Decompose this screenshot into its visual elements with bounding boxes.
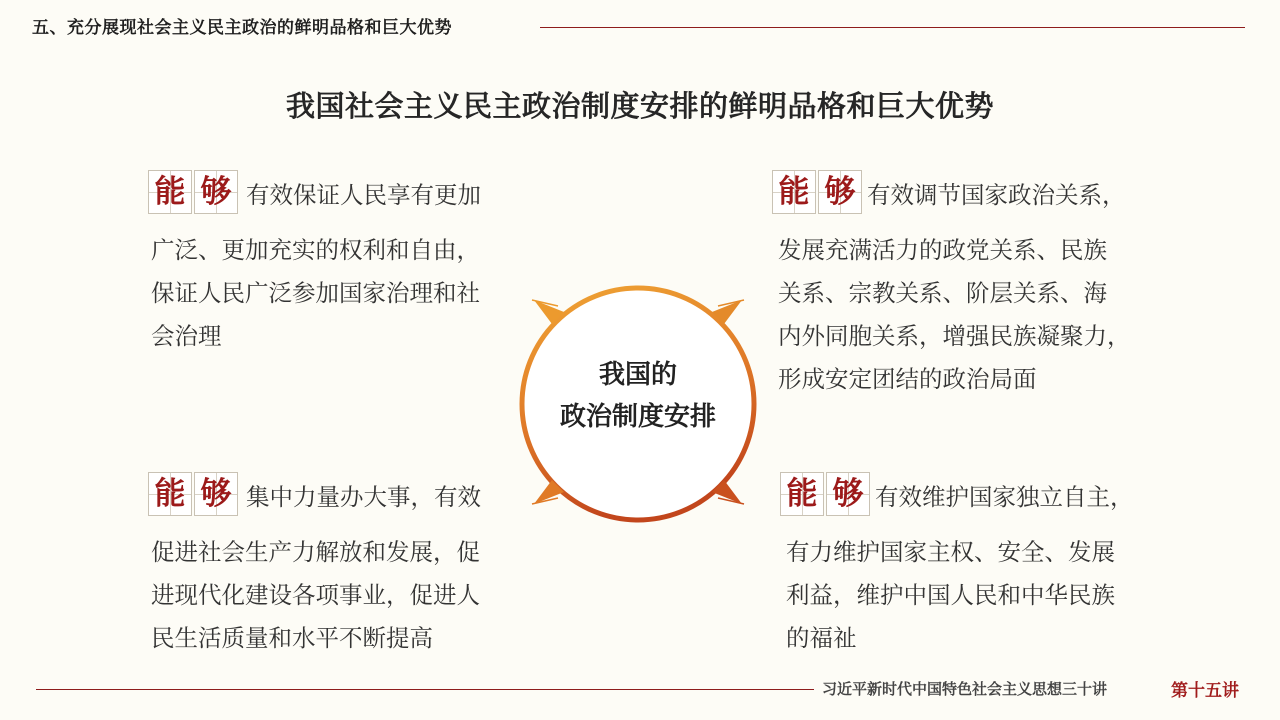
badge-char-neng: 能 [148, 170, 192, 214]
top-left-line-4: 会治理 [151, 322, 222, 350]
bottom-left-line-1: 集中力量办大事，有效 [246, 483, 481, 511]
center-label-line-2: 政治制度安排 [559, 402, 716, 432]
bottom-left-line-2: 促进社会生产力解放和发展，促 [151, 538, 480, 566]
bottom-left-line-3: 进现代化建设各项事业，促进人 [151, 581, 480, 609]
top-left-body [151, 229, 480, 358]
footer-divider [36, 689, 814, 690]
bottom-left-line-4: 民生活质量和水平不断提高 [151, 624, 433, 652]
bottom-right-body [786, 531, 1115, 660]
badge-char-gou: 够 [826, 472, 870, 516]
page-title: 我国社会主义民主政治制度安排的鲜明品格和巨大优势 [285, 89, 994, 123]
badge-top-left [148, 170, 238, 214]
badge-top-right [772, 170, 862, 214]
section-title: 五、充分展现社会主义民主政治的鲜明品格和巨大优势 [32, 18, 452, 38]
badge-bottom-right [780, 472, 870, 516]
bottom-right-line-1: 有效维护国家独立自主， [875, 483, 1134, 511]
top-right-line-3: 关系、宗教关系、阶层关系、海 [778, 279, 1107, 307]
bottom-right-line-4: 的福祉 [786, 624, 857, 652]
badge-char-gou: 够 [818, 170, 862, 214]
center-label-line-1: 我国的 [598, 360, 677, 390]
badge-char-gou: 够 [194, 170, 238, 214]
header-divider [540, 27, 1245, 28]
badge-char-neng: 能 [780, 472, 824, 516]
badge-bottom-left [148, 472, 238, 516]
badge-char-neng: 能 [148, 472, 192, 516]
bottom-right-line-2: 有力维护国家主权、安全、发展 [786, 538, 1115, 566]
center-label [521, 354, 755, 438]
bottom-right-line-3: 利益，维护中国人民和中华民族 [786, 581, 1115, 609]
top-right-line-4: 内外同胞关系，增强民族凝聚力， [778, 322, 1131, 350]
top-right-line-5: 形成安定团结的政治局面 [778, 365, 1037, 393]
badge-char-neng: 能 [772, 170, 816, 214]
footer-series-title: 习近平新时代中国特色社会主义思想三十讲 [822, 680, 1108, 698]
bottom-left-body [151, 531, 480, 660]
top-right-body [778, 229, 1131, 401]
top-left-line-2: 广泛、更加充实的权利和自由， [151, 236, 480, 264]
badge-char-gou: 够 [194, 472, 238, 516]
top-right-line-1: 有效调节国家政治关系， [867, 181, 1126, 209]
top-left-line-3: 保证人民广泛参加国家治理和社 [151, 279, 480, 307]
footer-lecture-number: 第十五讲 [1171, 681, 1239, 701]
top-right-line-2: 发展充满活力的政党关系、民族 [778, 236, 1107, 264]
top-left-line-1: 有效保证人民享有更加 [246, 181, 481, 209]
